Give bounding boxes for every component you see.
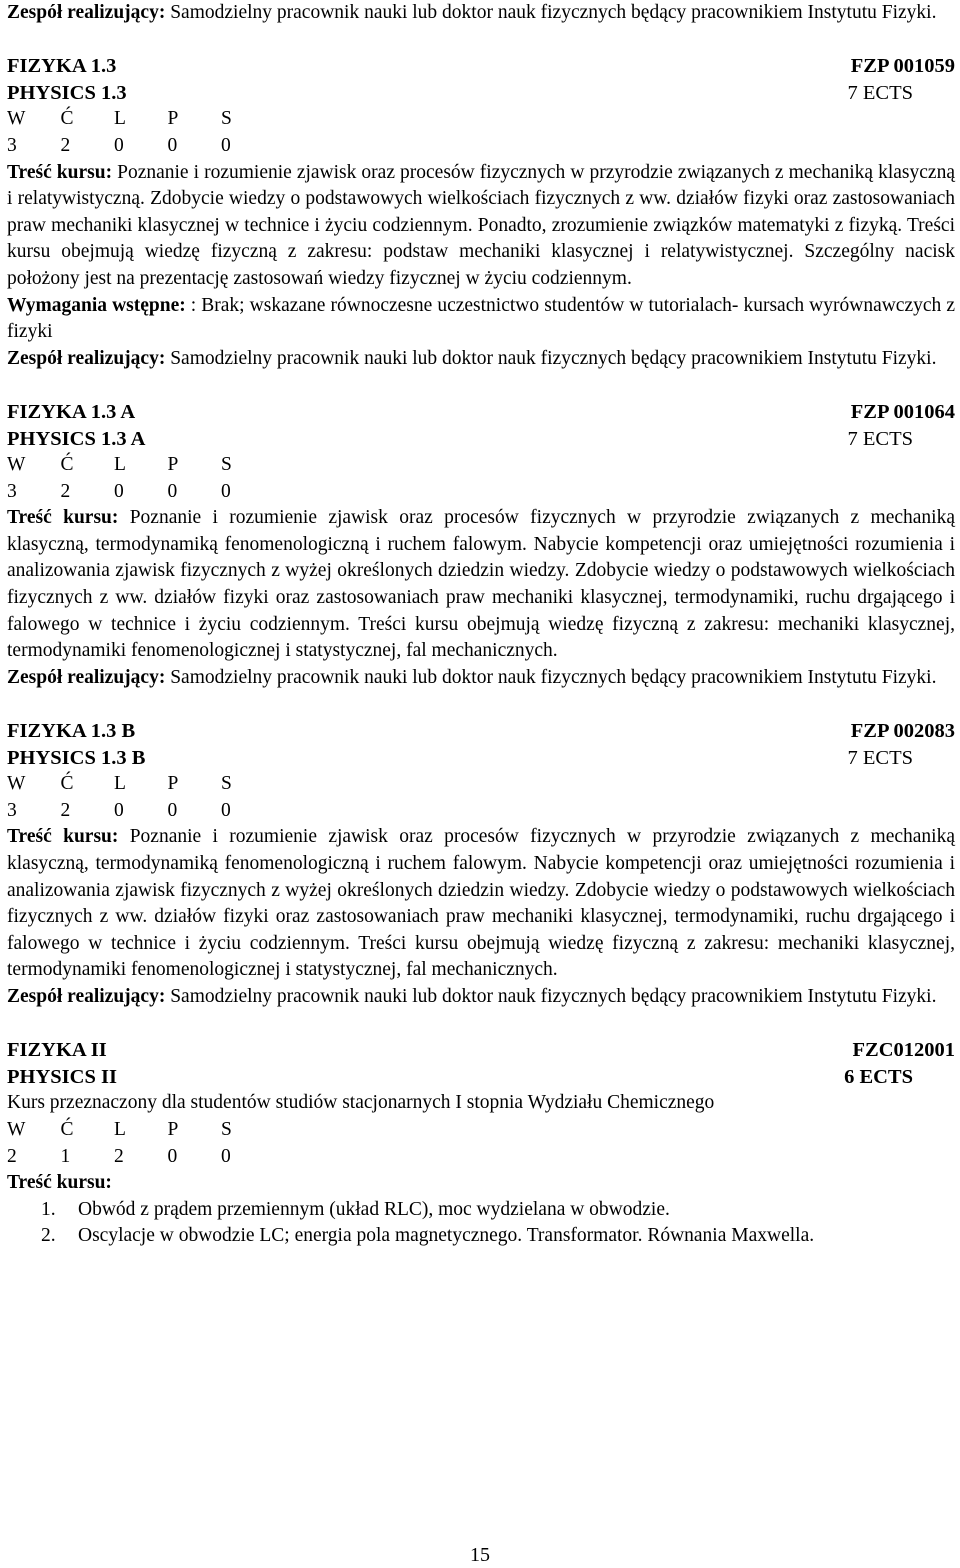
intro-team xyxy=(7,0,955,27)
grid-header: L xyxy=(114,108,126,130)
team-text: Samodzielny pracownik nauki lub doktor nauk fizycznych będący pracownikiem Instytutu Fizyki. xyxy=(165,2,937,23)
course-title-en: PHYSICS 1.3 A xyxy=(7,427,146,450)
team-text: Samodzielny pracownik nauki lub doktor nauk fizycznych będący pracownikiem Instytutu Fizyki. xyxy=(165,985,937,1007)
course-title-pl: FIZYKA 1.3 A xyxy=(7,400,136,423)
grid-value: 3 xyxy=(7,480,17,502)
grid-value: 0 xyxy=(114,480,124,502)
course-title-en: PHYSICS II xyxy=(7,1065,117,1088)
course-code: FZP 001064 xyxy=(850,400,955,423)
grid-value: 0 xyxy=(167,799,178,821)
grid-header: Ć xyxy=(60,108,74,130)
course-title-pl: FIZYKA 1.3 B xyxy=(7,720,136,743)
grid-value: 3 xyxy=(7,134,17,156)
course-title-en-row xyxy=(7,426,955,453)
grid-value: 2 xyxy=(60,799,71,821)
course-title-en-row xyxy=(7,745,955,772)
list-item-number: 1. xyxy=(41,1198,56,1220)
grid-value: 0 xyxy=(221,134,231,156)
content-label: Treść kursu: xyxy=(7,1172,112,1194)
spacer xyxy=(7,691,955,718)
course-title-row xyxy=(7,1037,955,1064)
content-list xyxy=(7,1197,955,1250)
course-title-en-row xyxy=(7,1064,955,1091)
course-ects: 7 ECTS xyxy=(847,746,913,769)
course-content xyxy=(7,824,955,984)
course-title-en: PHYSICS 1.3 B xyxy=(7,746,146,769)
grid-header: P xyxy=(167,108,179,130)
grid-header: L xyxy=(114,454,126,476)
course-code: FZC012001 xyxy=(852,1039,955,1062)
spacer xyxy=(7,372,955,399)
grid-value: 0 xyxy=(221,1145,231,1167)
spacer xyxy=(7,27,955,54)
course-requirements xyxy=(7,293,955,346)
course-note: Kurs przeznaczony dla studentów studiów stacjonarnych I stopnia Wydziału Chemicznego xyxy=(7,1092,715,1114)
list-item xyxy=(7,1197,955,1224)
list-item-number: 2. xyxy=(41,1225,56,1247)
grid-value: 1 xyxy=(60,1145,71,1167)
grid-value: 0 xyxy=(167,1145,178,1167)
course-content xyxy=(7,160,955,293)
grid-value: 3 xyxy=(7,799,17,821)
grid-header: S xyxy=(221,454,232,476)
course-title-row xyxy=(7,718,955,745)
document-page xyxy=(7,0,955,1250)
grid-header: W xyxy=(7,1118,26,1140)
grid-value: 2 xyxy=(60,480,71,502)
grid-header: Ć xyxy=(60,1118,74,1140)
grid-value: 2 xyxy=(60,134,71,156)
hours-grid-values xyxy=(7,133,955,160)
course-team xyxy=(7,665,955,692)
list-item-text: Obwód z prądem przemiennym (układ RLC), moc wydzielana w obwodzie. xyxy=(78,1198,670,1220)
list-item xyxy=(7,1223,955,1250)
hours-grid-headers xyxy=(7,771,955,798)
grid-value: 2 xyxy=(114,1145,124,1167)
spacer xyxy=(7,1011,955,1038)
grid-value: 0 xyxy=(167,134,178,156)
grid-header: Ć xyxy=(60,773,74,795)
team-label: Zespół realizujący: xyxy=(7,666,166,688)
grid-value: 2 xyxy=(7,1145,17,1167)
grid-value: 0 xyxy=(114,799,124,821)
hours-grid-headers xyxy=(7,106,955,133)
grid-header: Ć xyxy=(60,454,74,476)
grid-header: W xyxy=(7,108,26,130)
course-code: FZP 001059 xyxy=(850,55,955,78)
grid-header: S xyxy=(221,108,232,130)
course-ects: 6 ECTS xyxy=(844,1065,913,1088)
course-team xyxy=(7,346,955,373)
grid-header: S xyxy=(221,1118,232,1140)
team-label: Zespół realizujący: xyxy=(7,2,166,23)
content-label: Treść kursu: xyxy=(7,507,119,529)
hours-grid-values xyxy=(7,798,955,825)
grid-value: 0 xyxy=(114,134,124,156)
list-item-text: Oscylacje w obwodzie LC; energia pola magnetycznego. Transformator. Równania Maxwella. xyxy=(78,1225,815,1247)
grid-header: L xyxy=(114,773,126,795)
grid-header: P xyxy=(167,454,179,476)
hours-grid-values xyxy=(7,1144,955,1171)
course-title-en-row xyxy=(7,80,955,107)
grid-header: W xyxy=(7,454,26,476)
grid-value: 0 xyxy=(167,480,178,502)
grid-header: P xyxy=(167,773,179,795)
course-block xyxy=(7,53,955,372)
course-team xyxy=(7,984,955,1011)
hours-grid-headers xyxy=(7,452,955,479)
content-text: Poznanie i rozumienie zjawisk oraz procesów fizycznych w przyrodzie związanych z mechaniką klasyczną, termodynamiką fenomenologiczną i ruchem falowym. Nabycie kompetencji oraz umiejętności rozumienia i analizowania zjawisk fizycznych z wyżej określonych dziedzin wiedzy. Zdobycie wiedzy o podstawowych wielkościach fizycznych z ww. działów fizyki oraz zastosowaniach praw mechaniki klasycznej, termodynamiki, ruchu drgającego i falowego w technice i życiu codziennym. Treści kursu obejmują wiedzę fizyczną z zakresu: mechaniki klasycznej, termodynamiki fenomenologicznej i statystycznej, fal mechanicznych. xyxy=(7,826,955,981)
course-ects: 7 ECTS xyxy=(847,81,913,104)
course-block xyxy=(7,399,955,692)
grid-value: 0 xyxy=(221,799,231,821)
hours-grid-headers xyxy=(7,1117,955,1144)
course-code: FZP 002083 xyxy=(850,720,955,743)
grid-header: L xyxy=(114,1118,126,1140)
course-title-pl: FIZYKA II xyxy=(7,1039,107,1062)
course-block xyxy=(7,1037,955,1250)
grid-header: S xyxy=(221,773,232,795)
content-label: Treść kursu: xyxy=(7,161,113,183)
grid-value: 0 xyxy=(221,480,231,502)
team-label: Zespół realizujący: xyxy=(7,347,166,369)
team-text: Samodzielny pracownik nauki lub doktor nauk fizycznych będący pracownikiem Instytutu Fizyki. xyxy=(165,347,937,369)
requirements-label: Wymagania wstępne: xyxy=(7,294,186,316)
grid-header: P xyxy=(167,1118,179,1140)
course-content xyxy=(7,505,955,665)
course-title-pl: FIZYKA 1.3 xyxy=(7,55,117,78)
content-label: Treść kursu: xyxy=(7,826,119,848)
grid-header: W xyxy=(7,773,26,795)
course-ects: 7 ECTS xyxy=(847,427,913,450)
content-text: Poznanie i rozumienie zjawisk oraz procesów fizycznych w przyrodzie związanych z mechaniką klasyczną i relatywistyczną. Zdobycie wiedzy o podstawowych wielkościach fizycznych z ww. działów fizyki oraz zastosowaniach praw mechaniki klasycznej w technice i życiu codziennym. Ponadto, zrozumienie związków matematyki z fizyką. Treści kursu obejmują wiedzę fizyczną z zakresu: podstaw mechaniki klasycznej i relatywistycznej. Szczególny nacisk położony jest na prezentację zastosowań wiedzy fizycznej w życiu codziennym. xyxy=(7,161,955,289)
course-title-row xyxy=(7,399,955,426)
course-title-row xyxy=(7,53,955,80)
course-title-en: PHYSICS 1.3 xyxy=(7,81,127,104)
course-block xyxy=(7,718,955,1011)
requirements-text: : Brak; wskazane równoczesne uczestnictwo studentów w tutorialach- kursach wyrównawczych z fizyki xyxy=(7,294,955,343)
page-number: 15 xyxy=(470,1544,490,1566)
hours-grid-values xyxy=(7,479,955,506)
team-label: Zespół realizujący: xyxy=(7,985,166,1007)
content-text: Poznanie i rozumienie zjawisk oraz procesów fizycznych w przyrodzie związanych z mechaniką klasyczną, termodynamiką fenomenologiczną i ruchem falowym. Nabycie kompetencji oraz umiejętności rozumienia i analizowania zjawisk fizycznych z wyżej określonych dziedzin wiedzy. Zdobycie wiedzy o podstawowych wielkościach fizycznych z ww. działów fizyki oraz zastosowaniach praw mechaniki klasycznej, termodynamiki, ruchu drgającego i falowego w technice i życiu codziennym. Treści kursu obejmują wiedzę fizyczną z zakresu: mechaniki klasycznej, termodynamiki fenomenologicznej i statystycznej, fal mechanicznych. xyxy=(7,507,955,662)
team-text: Samodzielny pracownik nauki lub doktor nauk fizycznych będący pracownikiem Instytutu Fizyki. xyxy=(165,666,937,688)
